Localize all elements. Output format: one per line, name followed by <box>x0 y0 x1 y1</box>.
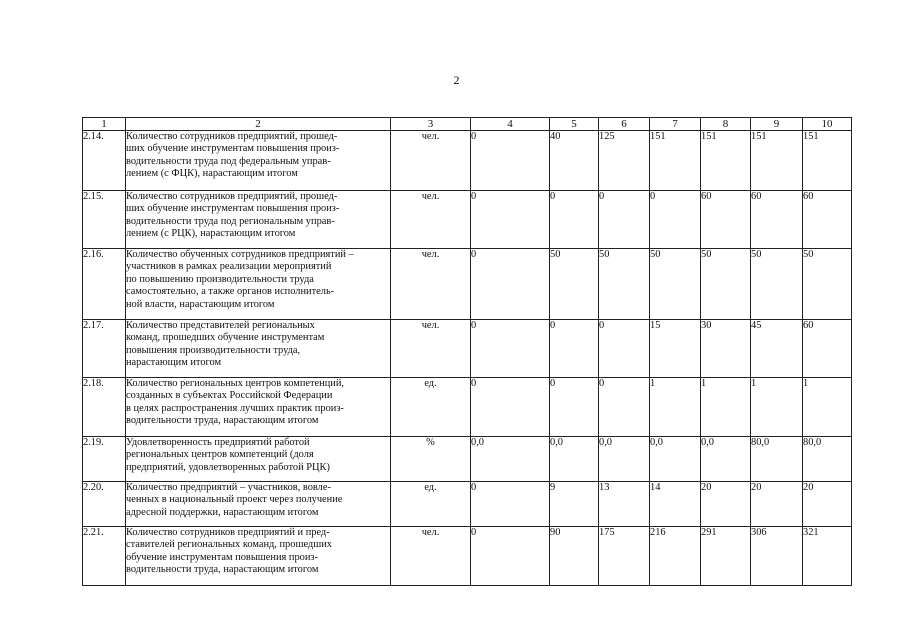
value-cell: 151 <box>650 131 701 191</box>
value-cell: 60 <box>803 191 852 249</box>
table-body <box>83 131 852 586</box>
value-cell: 1 <box>650 378 701 437</box>
value-cell: 40 <box>550 131 599 191</box>
row-number-cell: 2.20. <box>83 482 126 527</box>
value-cell: 80,0 <box>803 437 852 482</box>
column-header: 10 <box>803 118 852 131</box>
indicator-name-cell: Количество обученных сотрудников предприятий – участников в рамках реализации мероприятий по повышению производительности труда самостоятельно, а также органов исполнитель- ной власти, нарастающим итогом <box>126 249 391 320</box>
value-cell: 151 <box>701 131 751 191</box>
value-cell: 1 <box>751 378 803 437</box>
value-cell: 0,0 <box>550 437 599 482</box>
value-cell: 0 <box>650 191 701 249</box>
value-cell: 9 <box>550 482 599 527</box>
value-cell: 151 <box>803 131 852 191</box>
value-cell: 0 <box>599 320 650 378</box>
indicator-name-cell: Количество региональных центров компетенций, созданных в субъектах Российской Федерации в целях распространения лучших практик произ- водительности труда, нарастающим итогом <box>126 378 391 437</box>
value-cell: 60 <box>803 320 852 378</box>
value-cell: 20 <box>701 482 751 527</box>
value-cell: 321 <box>803 527 852 586</box>
value-cell: 80,0 <box>751 437 803 482</box>
indicator-name-cell: Количество предприятий – участников, вовле- ченных в национальный проект через получение адресной поддержки, нарастающим итогом <box>126 482 391 527</box>
unit-cell: чел. <box>391 527 471 586</box>
value-cell: 30 <box>701 320 751 378</box>
value-cell: 0 <box>471 482 550 527</box>
value-cell: 50 <box>751 249 803 320</box>
value-cell: 1 <box>701 378 751 437</box>
value-cell: 0 <box>599 378 650 437</box>
page-number: 2 <box>453 73 460 87</box>
row-number-cell: 2.14. <box>83 131 126 191</box>
column-header: 1 <box>83 118 126 131</box>
value-cell: 90 <box>550 527 599 586</box>
value-cell: 306 <box>751 527 803 586</box>
value-cell: 14 <box>650 482 701 527</box>
value-cell: 0,0 <box>599 437 650 482</box>
column-header: 5 <box>550 118 599 131</box>
value-cell: 50 <box>803 249 852 320</box>
value-cell: 0 <box>599 191 650 249</box>
value-cell: 0,0 <box>650 437 701 482</box>
table-row <box>83 482 852 527</box>
value-cell: 15 <box>650 320 701 378</box>
value-cell: 0,0 <box>471 437 550 482</box>
value-cell: 0,0 <box>701 437 751 482</box>
row-number-cell: 2.17. <box>83 320 126 378</box>
table-row <box>83 320 852 378</box>
value-cell: 60 <box>751 191 803 249</box>
row-number-cell: 2.18. <box>83 378 126 437</box>
indicators-table <box>82 117 852 586</box>
column-header: 9 <box>751 118 803 131</box>
value-cell: 60 <box>701 191 751 249</box>
column-header: 3 <box>391 118 471 131</box>
value-cell: 0 <box>471 191 550 249</box>
row-number-cell: 2.19. <box>83 437 126 482</box>
table-row <box>83 527 852 586</box>
unit-cell: чел. <box>391 191 471 249</box>
value-cell: 291 <box>701 527 751 586</box>
value-cell: 0 <box>471 320 550 378</box>
value-cell: 13 <box>599 482 650 527</box>
row-number-cell: 2.21. <box>83 527 126 586</box>
unit-cell: чел. <box>391 320 471 378</box>
value-cell: 20 <box>751 482 803 527</box>
unit-cell: % <box>391 437 471 482</box>
row-number-cell: 2.15. <box>83 191 126 249</box>
table-row <box>83 131 852 191</box>
indicator-name-cell: Количество сотрудников предприятий, прошед- ших обучение инструментам повышения произ- водительности труда под региональным управ- лением (с РЦК), нарастающим итогом <box>126 191 391 249</box>
value-cell: 151 <box>751 131 803 191</box>
indicator-name-cell: Количество сотрудников предприятий, прошед- ших обучение инструментам повышения произ- водительности труда под федеральным управ- лением (с ФЦК), нарастающим итогом <box>126 131 391 191</box>
value-cell: 50 <box>550 249 599 320</box>
value-cell: 1 <box>803 378 852 437</box>
column-header: 7 <box>650 118 701 131</box>
value-cell: 50 <box>701 249 751 320</box>
value-cell: 20 <box>803 482 852 527</box>
indicator-name-cell: Удовлетворенность предприятий работой региональных центров компетенций (доля предприятий, удовлетворенных работой РЦК) <box>126 437 391 482</box>
table-row <box>83 437 852 482</box>
table-row <box>83 378 852 437</box>
indicator-name-cell: Количество сотрудников предприятий и пред- ставителей региональных команд, прошедших обучение инструментам повышения произ- водительности труда, нарастающим итогом <box>126 527 391 586</box>
value-cell: 0 <box>471 249 550 320</box>
value-cell: 125 <box>599 131 650 191</box>
value-cell: 0 <box>471 378 550 437</box>
value-cell: 0 <box>471 527 550 586</box>
value-cell: 175 <box>599 527 650 586</box>
unit-cell: чел. <box>391 131 471 191</box>
table-row <box>83 191 852 249</box>
unit-cell: ед. <box>391 378 471 437</box>
value-cell: 50 <box>650 249 701 320</box>
column-header: 4 <box>471 118 550 131</box>
column-header: 8 <box>701 118 751 131</box>
row-number-cell: 2.16. <box>83 249 126 320</box>
unit-cell: ед. <box>391 482 471 527</box>
value-cell: 216 <box>650 527 701 586</box>
value-cell: 45 <box>751 320 803 378</box>
value-cell: 0 <box>550 320 599 378</box>
column-header: 2 <box>126 118 391 131</box>
value-cell: 0 <box>550 378 599 437</box>
unit-cell: чел. <box>391 249 471 320</box>
column-header: 6 <box>599 118 650 131</box>
table-row <box>83 249 852 320</box>
value-cell: 0 <box>471 131 550 191</box>
value-cell: 50 <box>599 249 650 320</box>
value-cell: 0 <box>550 191 599 249</box>
table-header-row <box>83 118 852 131</box>
indicator-name-cell: Количество представителей региональных команд, прошедших обучение инструментам повышения производительности труда, нарастающим итогом <box>126 320 391 378</box>
